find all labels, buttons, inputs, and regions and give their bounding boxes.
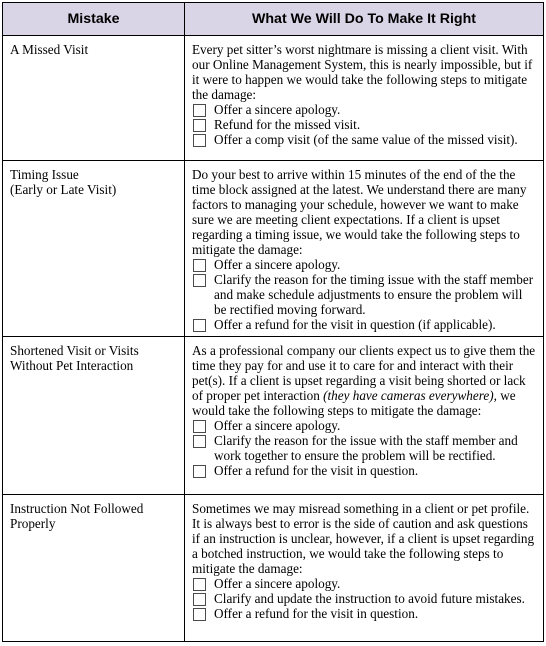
table-row [3,495,544,642]
mistake-column-header: Mistake [3,3,185,36]
mistake-label: Timing Issue [10,167,79,182]
checkbox[interactable] [193,608,206,621]
checkbox[interactable] [193,593,206,606]
table-row [3,161,544,337]
checkbox[interactable] [193,465,206,478]
remedy-paragraph [192,343,537,418]
mistake-label: Shortened Visit or Visits [10,343,139,358]
mistake-label: Properly [10,516,56,531]
remedy-paragraph: Sometimes we may misread something in a client or pet profile. It is always best to error is the side of caution and ask questions if an instruction is unclear, however, if a client is upset regarding a botched instruction, we would take the following steps to mitigate the damage: [192,501,535,576]
table-row [3,36,544,161]
header-row [3,3,544,36]
checklist-item-label: Offer a sincere apology. [214,576,341,591]
checklist-item-label: Offer a refund for the visit in question (if applicable). [214,317,496,332]
checklist-item [192,117,537,132]
remedy-column-header: What We Will Do To Make It Right [185,3,544,36]
checklist-item-label: Offer a comp visit (of the same value of the missed visit). [214,132,518,147]
checklist-item-label: Offer a refund for the visit in question. [214,606,419,621]
remedy-cell [185,161,544,337]
remedy-table [2,2,544,642]
checkbox[interactable] [193,319,206,332]
checkbox[interactable] [193,274,206,287]
remedy-paragraph: Every pet sitter’s worst nightmare is missing a client visit. With our Online Management System, this is nearly impossible, but if it were to happen we would take the following steps to mitigate the damage: [192,42,533,102]
checklist-item [192,102,537,117]
mistake-label: Without Pet Interaction [10,358,134,373]
checklist-item-label: Offer a refund for the visit in question. [214,463,419,478]
mistake-cell [3,161,185,337]
remedy-cell [185,337,544,495]
checklist-item [192,418,537,433]
checkbox[interactable] [193,259,206,272]
checkbox[interactable] [193,104,206,117]
checklist-item-label: Clarify the reason for the timing issue with the staff member and make schedule adjustments to ensure the problem will be rectified moving forward. [214,272,534,317]
checkbox[interactable] [193,435,206,448]
checklist-item-label: Clarify the reason for the issue with the staff member and work together to ensure the problem will be rectified. [214,433,518,463]
checklist-item-label: Offer a sincere apology. [214,418,341,433]
checkbox[interactable] [193,119,206,132]
checklist-item-label: Clarify and update the instruction to avoid future mistakes. [214,591,525,606]
remedy-cell [185,495,544,642]
remedy-paragraph-text: we would take the following steps to mitigate the damage: [192,388,516,418]
checklist-item [192,317,537,332]
mistake-cell [3,495,185,642]
checklist-item [192,433,537,463]
checklist-item [192,132,537,147]
checklist-item [192,272,537,317]
mistake-label: A Missed Visit [10,42,89,57]
checklist-item-label: Offer a sincere apology. [214,257,341,272]
checklist-item-label: Refund for the missed visit. [214,117,361,132]
checklist-item [192,257,537,272]
checkbox[interactable] [193,134,206,147]
remedy-cell [185,36,544,161]
checklist-item [192,463,537,478]
mistake-label: Instruction Not Followed [10,501,144,516]
remedy-paragraph: Do your best to arrive within 15 minutes of the end of the the time block assigned at the latest. We understand there are many factors to managing your schedule, however we want to make sure we are meeting client expectations. If a client is upset regarding a timing issue, we would take the following steps to mitigate the damage: [192,167,527,257]
mistake-cell [3,337,185,495]
checklist-item-label: Offer a sincere apology. [214,102,341,117]
table-row [3,337,544,495]
checkbox[interactable] [193,420,206,433]
checklist-item [192,576,537,591]
checklist-item [192,591,537,606]
remedy-paragraph-italic: (they have cameras everywhere), [323,388,497,403]
remedy-paragraph-text: As a professional company our clients expect us to give them the time they pay for and use it to care for and interact with their pet(s). If a client is upset regarding a visit being shorted or lack of proper pet interaction [192,343,536,403]
mistake-label: (Early or Late Visit) [10,182,117,197]
checklist-item [192,606,537,621]
mistake-cell [3,36,185,161]
checkbox[interactable] [193,578,206,591]
